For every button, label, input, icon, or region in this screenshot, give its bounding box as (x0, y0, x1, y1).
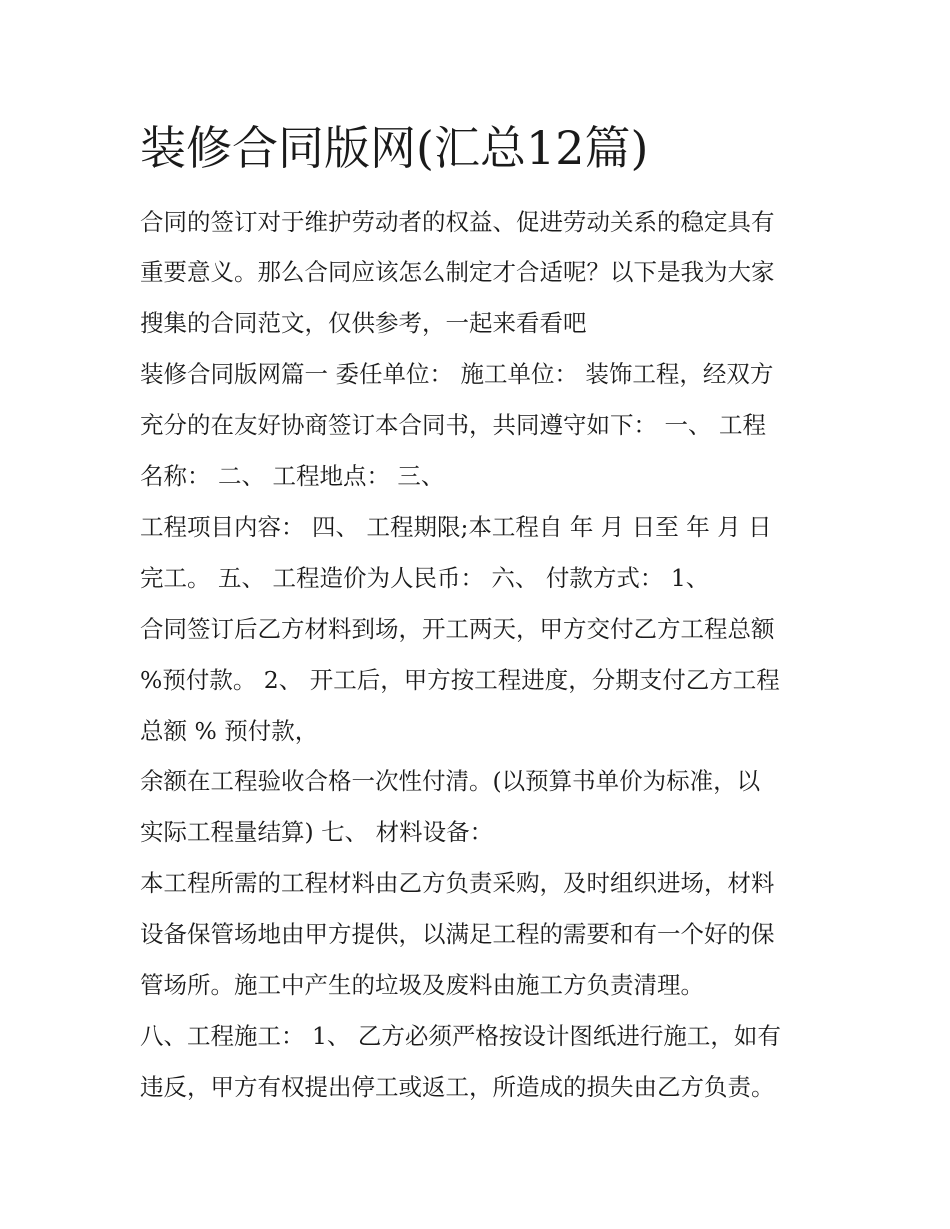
body-line-14: 本工程所需的工程材料由乙方负责采购，及时组织进场，材料 (140, 869, 775, 897)
body-line-8: 完工。 五、 工程造价为人民币： 六、 付款方式： 1、 (140, 564, 710, 592)
body-line-6: 名称： 二、 工程地点： 三、 (140, 462, 445, 490)
body-line-11: 总额 % 预付款， (140, 717, 319, 745)
body-line-4: 装修合同版网篇一 委任单位： 施工单位： 装饰工程，经双方 (140, 360, 774, 388)
document-title: 装修合同版网(汇总12篇) (140, 121, 649, 175)
body-line-16: 管场所。施工中产生的垃圾及废料由施工方负责清理。 (140, 971, 704, 999)
body-line-1: 合同的签订对于维护劳动者的权益、促进劳动关系的稳定具有 (140, 208, 775, 236)
body-line-17: 八、工程施工： 1、 乙方必须严格按设计图纸进行施工，如有 (140, 1022, 781, 1050)
body-line-9: 合同签订后乙方材料到场，开工两天，甲方交付乙方工程总额 (140, 615, 775, 643)
body-line-18: 违反，甲方有权提出停工或返工，所造成的损失由乙方负责。 (140, 1073, 775, 1101)
body-line-12: 余额在工程验收合格一次性付清。(以预算书单价为标准，以 (140, 767, 761, 795)
body-line-3: 搜集的合同范文，仅供参考，一起来看看吧 (140, 309, 587, 337)
body-line-10: %预付款。 2、 开工后，甲方按工程进度，分期支付乙方工程 (140, 666, 780, 694)
body-line-2: 重要意义。那么合同应该怎么制定才合适呢？以下是我为大家 (140, 258, 775, 286)
body-line-15: 设备保管场地由甲方提供，以满足工程的需要和有一个好的保 (140, 920, 775, 948)
body-line-7: 工程项目内容： 四、 工程期限;本工程自 年 月 日至 年 月 日 (140, 513, 772, 541)
body-line-5: 充分的在友好协商签订本合同书，共同遵守如下： 一、 工程 (140, 411, 766, 439)
body-line-13: 实际工程量结算) 七、 材料设备： (140, 818, 494, 846)
